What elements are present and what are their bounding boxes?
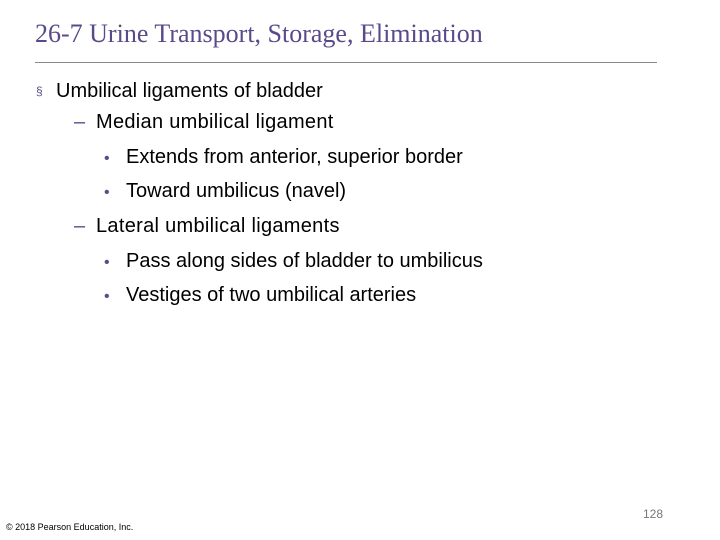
dot-bullet-icon: • — [104, 254, 110, 271]
dash-bullet-icon: – — [74, 215, 86, 237]
title-divider — [35, 62, 657, 63]
dot-bullet-icon: • — [104, 184, 110, 201]
bullet-level2 — [74, 110, 334, 134]
page-number: 128 — [643, 507, 664, 521]
bullet-level3 — [104, 145, 463, 171]
bullet-text: Vestiges of two umbilical arteries — [126, 284, 417, 306]
bullet-level3 — [104, 179, 346, 205]
bullet-text: Pass along sides of bladder to umbilicus — [126, 250, 483, 272]
bullet-text: Extends from anterior, superior border — [126, 146, 463, 168]
dash-bullet-icon: – — [74, 111, 86, 133]
bullet-text: Lateral umbilical ligaments — [96, 215, 340, 237]
bullet-level3 — [104, 249, 483, 275]
bullet-text: Umbilical ligaments of bladder — [56, 80, 323, 102]
bullet-level1 — [36, 79, 323, 103]
copyright-footer: © 2018 Pearson Education, Inc. — [6, 522, 134, 532]
bullet-level3 — [104, 283, 416, 309]
bullet-text: Median umbilical ligament — [96, 111, 334, 133]
bullet-text: Toward umbilicus (navel) — [126, 180, 347, 202]
slide-title: 26-7 Urine Transport, Storage, Elimination — [35, 19, 483, 48]
dot-bullet-icon: • — [104, 288, 110, 305]
dot-bullet-icon: • — [104, 150, 110, 167]
bullet-level2 — [74, 214, 340, 238]
section-bullet-icon: § — [36, 84, 43, 98]
